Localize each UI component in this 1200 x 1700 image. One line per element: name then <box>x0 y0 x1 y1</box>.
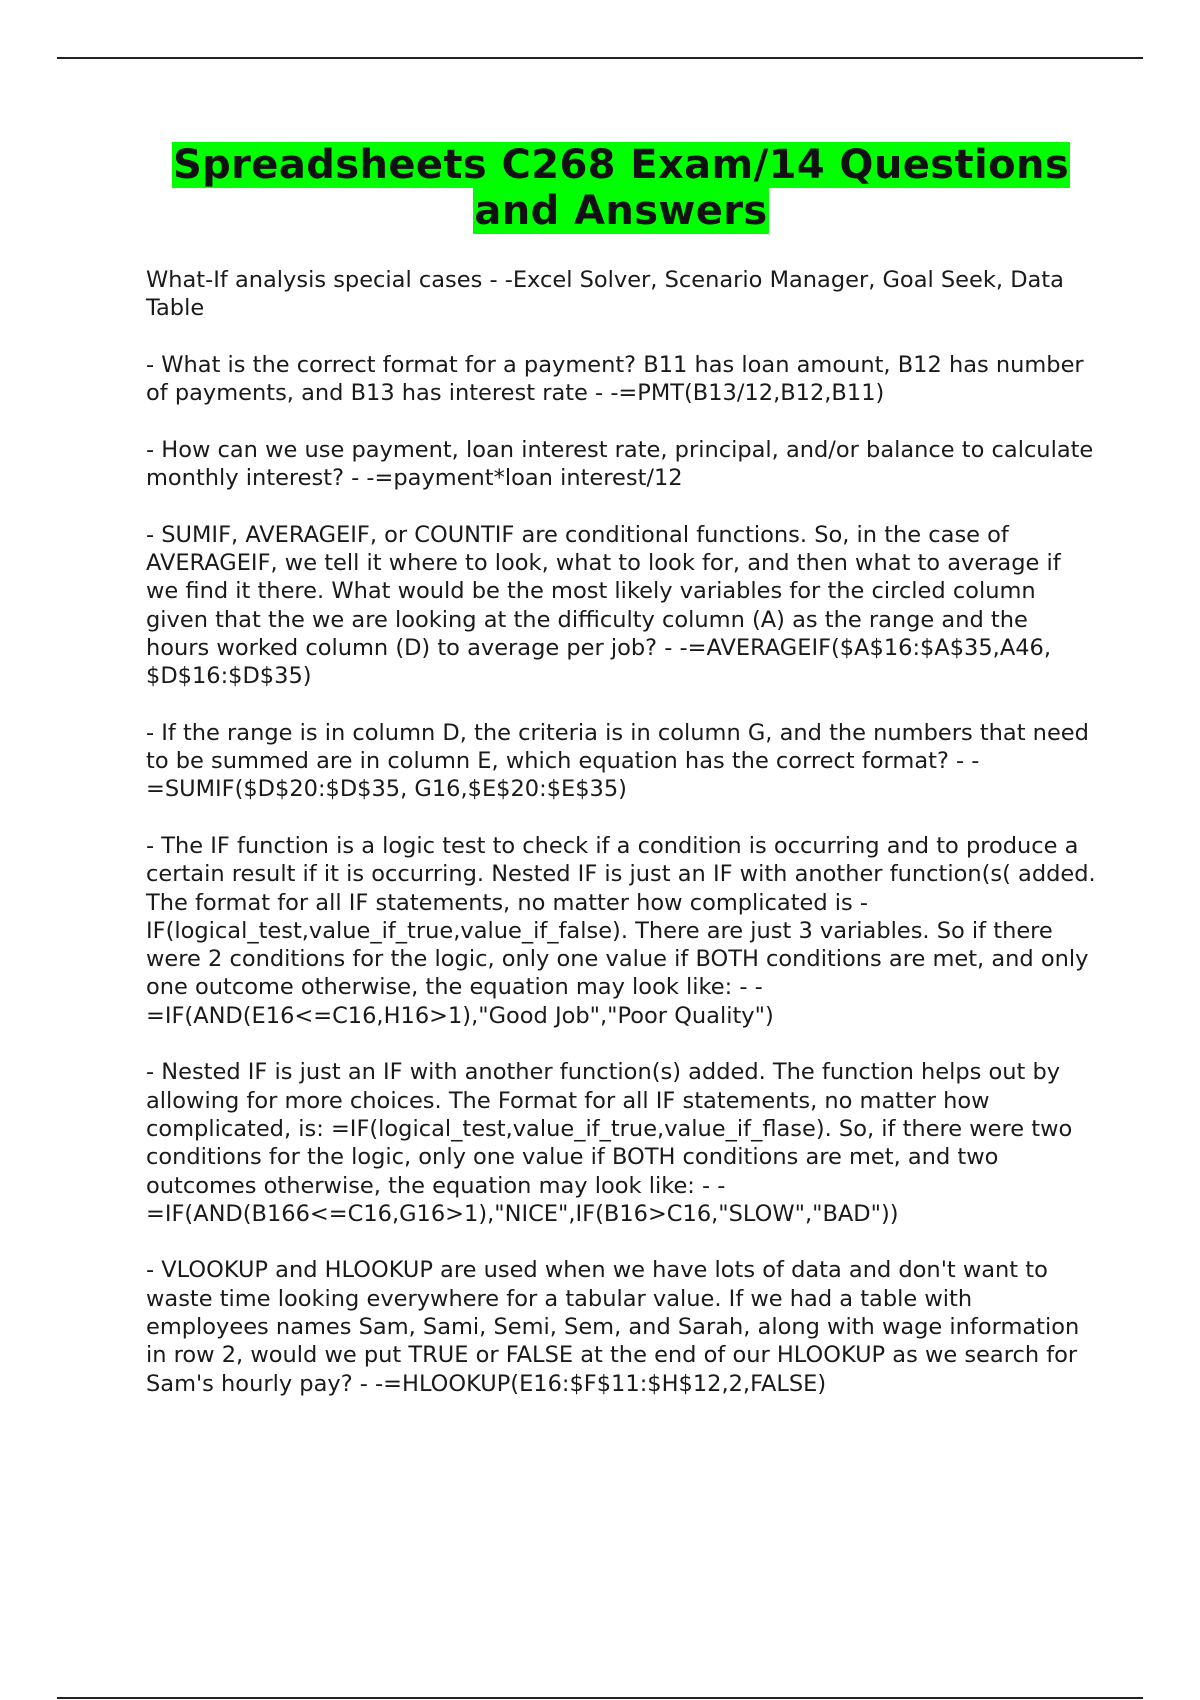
qa-list <box>146 266 1096 1426</box>
bottom-rule <box>57 1697 1143 1699</box>
title-line-2: and Answers <box>474 188 768 234</box>
qa-entry: - Nested IF is just an IF with another function(s) added. The function helps out by allowing for more choices. The Format for all IF statements, no matter how complicated, is: =IF(logical_test,value_if_true,value_if_flase). So, if there were two conditions for the logic, only one value if BOTH conditions are met, and two outcomes otherwise, the equation may look like: - -=IF(AND(B166<=C16,G16>1),"NICE",IF(B16>C16,"SLOW","BAD")) <box>146 1059 1073 1227</box>
top-rule <box>57 57 1143 59</box>
qa-entry: - The IF function is a logic test to check if a condition is occurring and to produce a certain result if it is occurring. Nested IF is just an IF with another function(s( added. The format for all IF statements, no matter how complicated is -IF(logical_test,value_if_true,value_if_false). There are just 3 variables. So if there were 2 conditions for the logic, only one value if BOTH conditions are met, and only one outcome otherwise, the equation may look like: - -=IF(AND(E16<=C16,H16>1),"Good Job","Poor Quality") <box>146 832 1096 1029</box>
qa-entry: - How can we use payment, loan interest rate, principal, and/or balance to calculate monthly interest? - -=payment*loan interest/12 <box>146 436 1094 492</box>
page-title <box>146 142 1096 234</box>
qa-entry: - VLOOKUP and HLOOKUP are used when we have lots of data and don't want to waste time looking everywhere for a tabular value. If we had a table with employees names Sam, Sami, Semi, Sem, and Sarah, along with wage information in row 2, would we put TRUE or FALSE at the end of our HLOOKUP as we search for Sam's hourly pay? - -=HLOOKUP(E16:$F$11:$H$12,2,FALSE) <box>146 1257 1080 1397</box>
qa-entry: - SUMIF, AVERAGEIF, or COUNTIF are conditional functions. So, in the case of AVERAGEIF, we tell it where to look, what to look for, and then what to average if we find it there. What would be the most likely variables for the circled column given that the we are looking at the difficulty column (A) as the range and the hours worked column (D) to average per job? - -=AVERAGEIF($A$16:$A$35,A46, $D$16:$D$35) <box>146 521 1061 690</box>
qa-entry: What-If analysis special cases - -Excel Solver, Scenario Manager, Goal Seek, Data Table <box>146 267 1064 322</box>
qa-entry: - What is the correct format for a payment? B11 has loan amount, B12 has number of payments, and B13 has interest rate - -=PMT(B13/12,B12,B11) <box>146 351 1084 407</box>
qa-entry: - If the range is in column D, the criteria is in column G, and the numbers that need to be summed are in column E, which equation has the correct format? - -=SUMIF($D$20:$D$35, G16,$E$20:$E$35) <box>146 719 1089 803</box>
title-line-1: Spreadsheets C268 Exam/14 Questions <box>172 142 1070 188</box>
